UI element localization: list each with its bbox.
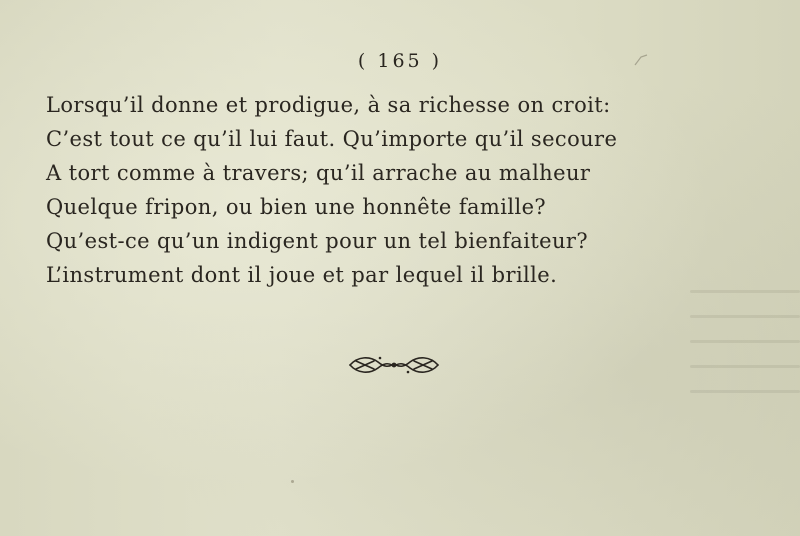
verse-line: Quelque fripon, ou bien une honnête famille? — [46, 195, 547, 219]
paper-speck — [291, 480, 294, 483]
verse-line: C’est tout ce qu’il lui faut. Qu’importe qu’il secoure — [46, 127, 618, 151]
verse-block — [46, 88, 686, 292]
verse-line: Lorsqu’il donne et prodigue, à sa richesse on croit: — [46, 93, 611, 117]
verse-line: A tort comme à travers; qu’il arrache au malheur — [46, 161, 591, 185]
page-number: ( 165 ) — [357, 50, 443, 72]
show-through-text — [690, 290, 800, 430]
verse-line: L’instrument dont il joue et par lequel il brille. — [46, 263, 558, 287]
printers-ornament-icon — [346, 352, 442, 378]
verse-line: Qu’est-ce qu’un indigent pour un tel bienfaiteur? — [46, 229, 589, 253]
